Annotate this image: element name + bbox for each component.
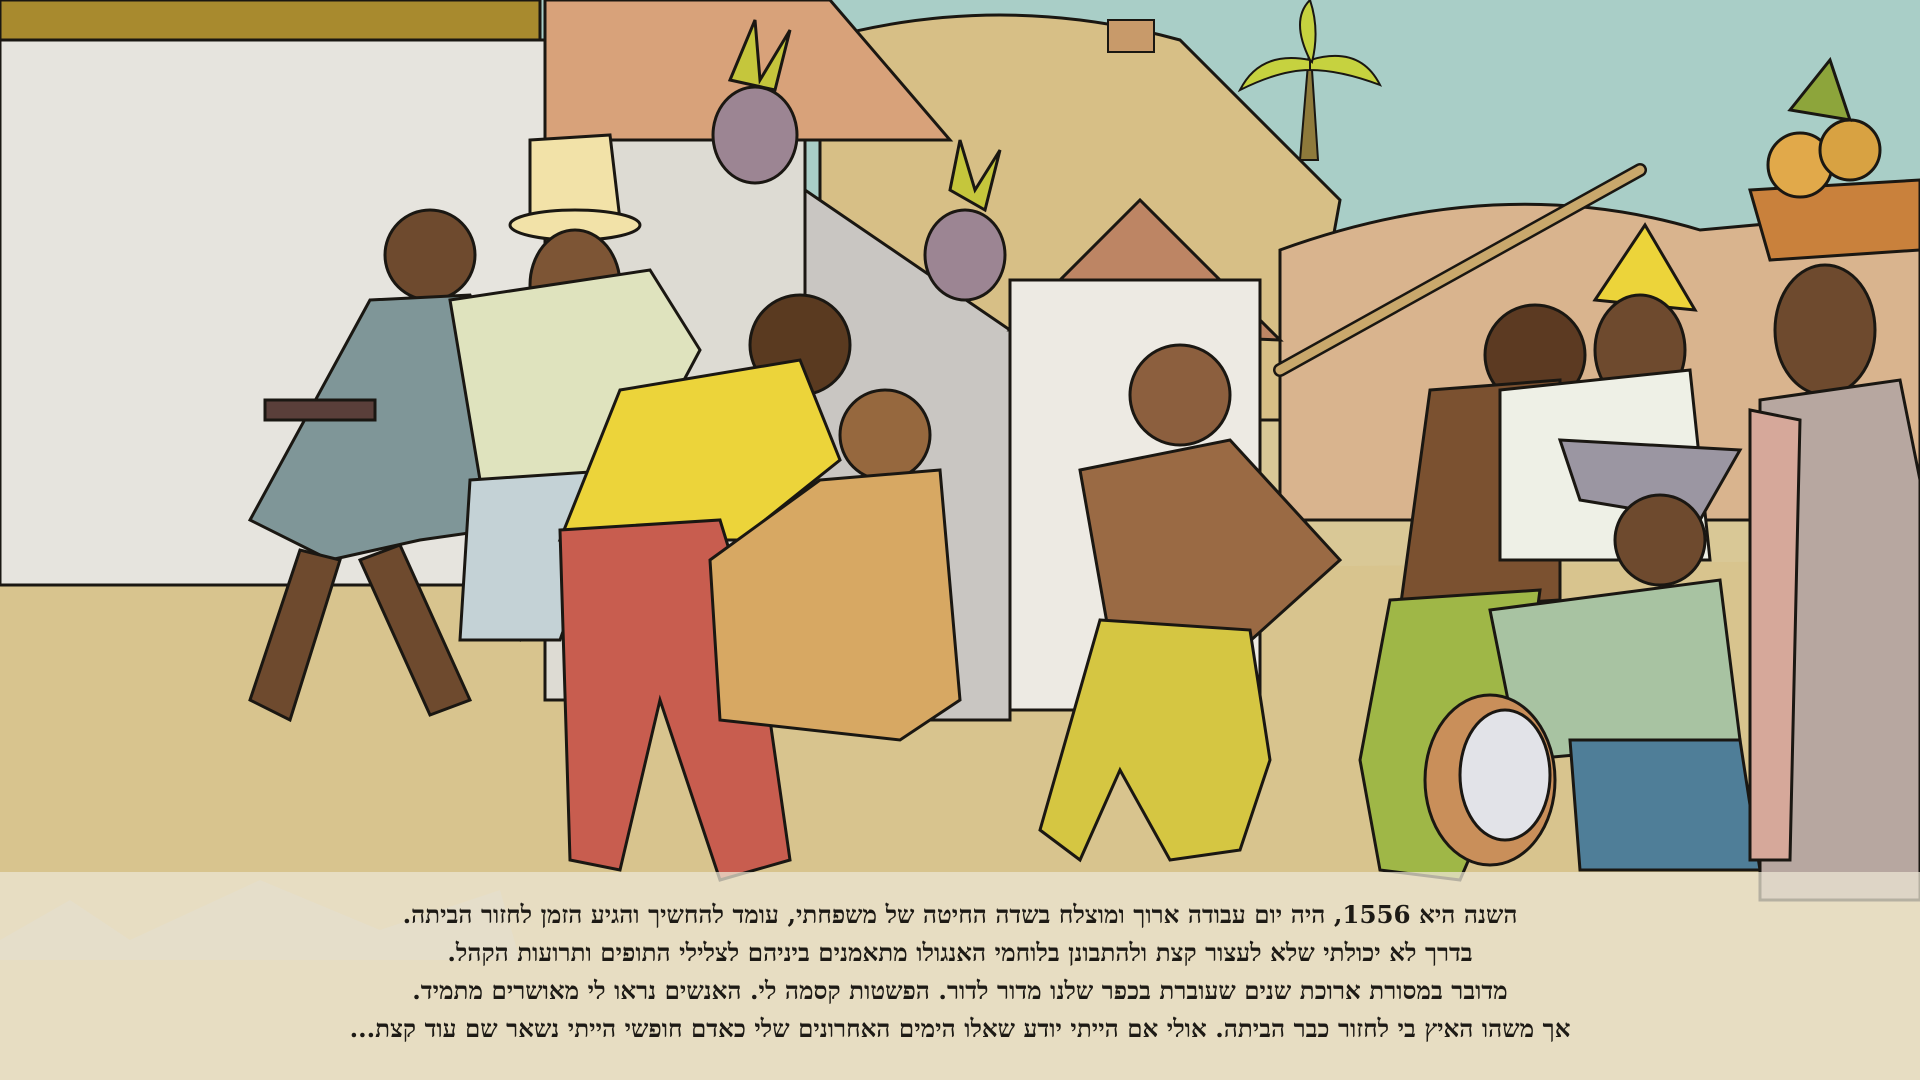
- caption-line-4: אך משהו האיץ בי לחזור כבר הביתה. אולי אם הייתי יודע שאלו הימים האחרונים שלי כאדם חופשי הייתי נשאר שם עוד קצת...: [349, 1014, 1571, 1043]
- distant-hut: [1108, 20, 1154, 52]
- caption-line-2: בדרך לא יכולתי שלא לעצור קצת ולהתבונן בלוחמי האנגולו מתאמנים ביניהם לצלילי התופים ותרועות הקהל.: [447, 938, 1473, 967]
- story-caption: [0, 872, 1920, 1080]
- caption-line-3: מדובר במסורת ארוכת שנים שעוברת בכפר שלנו מדור לדור. הפשטות קסמה לי. האנשים נראו לי מאושרים מתמיד.: [412, 976, 1508, 1005]
- caption-line-1: השנה היא 1556, היה יום עבודה ארוך ומוצלח בשדה החיטה של משפחתי, עומד להחשיך והגיע הזמן לחזור הביתה.: [402, 900, 1518, 929]
- roof-top: [0, 0, 540, 40]
- woman-fruit-basket: [1750, 60, 1920, 900]
